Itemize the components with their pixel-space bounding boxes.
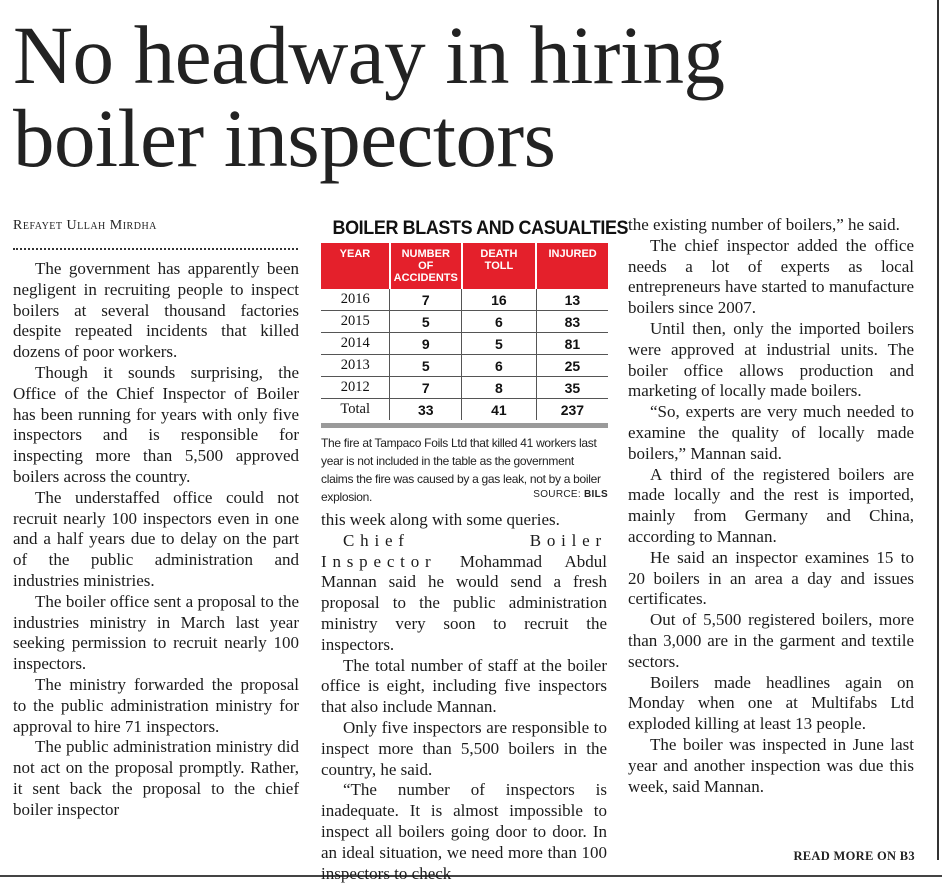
header-year: YEAR — [321, 243, 390, 289]
paragraph: Boilers made headlines again on Monday when one at Multifabs Ltd exploded killing at least 13 people. — [628, 672, 914, 734]
cell-death: 8 — [462, 377, 537, 399]
paragraph-lead: Chief Boiler Inspector — [321, 530, 607, 571]
stats-table-box — [321, 215, 629, 504]
cell-accidents: 9 — [390, 333, 462, 355]
table-row — [321, 311, 608, 333]
cell-death: 16 — [462, 289, 537, 311]
table-row — [321, 377, 608, 399]
paragraph: The public administration ministry did not act on the proposal promptly. Rather, it sent back the proposal to the chief boiler inspector — [13, 737, 299, 819]
cell-accidents: 5 — [390, 311, 462, 333]
source-label: SOURCE: — [533, 489, 581, 500]
paragraph: The chief inspector added the office needs a lot of experts as local entrepreneurs have started to manufacture boilers since 2007. — [628, 235, 914, 318]
paragraph: The total number of staff at the boiler office is eight, including five inspectors that also include Mannan. — [321, 655, 607, 717]
article-column-1 — [13, 259, 299, 821]
headline-line-2: boiler inspectors — [13, 92, 556, 184]
paragraph: The understaffed office could not recruit nearly 100 inspectors even in one and a half years due to delay on the part of the public administration and industries ministries. — [13, 487, 299, 590]
paragraph: the existing number of boilers,” he said. — [628, 215, 900, 234]
source-name: BILS — [584, 489, 608, 500]
table-title: BOILER BLASTS AND CASUALTIES — [332, 217, 629, 239]
cell-death: 6 — [462, 355, 537, 377]
paragraph-body: Mohammad Abdul Mannan said he would send a fresh proposal to the public administration ministry very soon to recruit the inspectors. — [321, 551, 608, 654]
header-injured: INJURED — [536, 243, 608, 289]
cell-year: 2012 — [321, 377, 390, 399]
headline — [13, 9, 928, 184]
cell-accidents: 7 — [390, 377, 462, 399]
byline-divider — [13, 248, 298, 250]
paragraph: Though it sounds surprising, the Office of the Chief Inspector of Boiler has been running for years with only five inspectors and is responsible for inspecting more than 5,500 approved boilers across the country. — [13, 362, 299, 486]
cell-year: 2015 — [321, 311, 390, 333]
paragraph: Out of 5,500 registered boilers, more than 3,000 are in the garment and textile sectors. — [628, 610, 914, 671]
paragraph: The ministry forwarded the proposal to the public administration ministry for approval to hire 71 inspectors. — [13, 674, 299, 736]
paragraph — [321, 531, 607, 656]
paragraph: Only five inspectors are responsible to inspect more than 5,500 boilers in the country, he said. — [321, 717, 607, 779]
boiler-stats-table — [321, 243, 608, 420]
paragraph: “So, experts are very much needed to examine the quality of locally made boilers,” Mannan said. — [628, 402, 914, 463]
paragraph: “The number of inspectors is inadequate. It is almost impossible to inspect all boilers going door to door. In an ideal situation, we need more than 100 inspectors to check — [321, 780, 607, 883]
paragraph: A third of the registered boilers are made locally and the rest is imported, mainly from Germany and China, according to Mannan. — [628, 464, 914, 546]
cell-accidents: 7 — [390, 289, 462, 311]
paragraph: He said an inspector examines 15 to 20 boilers in an area a day and issues certificates. — [628, 547, 914, 609]
table-row — [321, 355, 608, 377]
cell-injured: 35 — [536, 377, 608, 399]
table-header-row — [321, 243, 608, 289]
paragraph: The boiler office sent a proposal to the industries ministry in March last year seeking permission to recruit nearly 100 inspectors. — [13, 591, 299, 674]
paragraph: Until then, only the imported boilers were approved at industrial units. The boiler office allows production and marketing of locally made boilers. — [628, 318, 914, 401]
cell-injured: 81 — [536, 333, 608, 355]
cell-year: 2016 — [340, 291, 370, 307]
paragraph: this week along with some queries. — [321, 510, 560, 529]
cell-injured: 83 — [536, 311, 608, 333]
cell-injured: 25 — [536, 355, 608, 377]
cell-death: 6 — [462, 311, 537, 333]
cell-year: Total — [321, 399, 390, 421]
table-row — [321, 333, 608, 355]
cell-year: 2013 — [321, 355, 390, 377]
paragraph: The government has apparently been negligent in recruiting people to inspect boilers at several thousand factories despite repeated incidents that killed dozens of poor workers. — [13, 259, 299, 362]
table-total-row — [321, 399, 608, 421]
read-more-link[interactable]: READ MORE ON B3 — [793, 849, 915, 863]
table-caption: The fire at Tampaco Foils Ltd that killed 41 workers last year is not included in the table as the government claims the fire was caused by a gas leak, not by a boiler explosion. — [321, 436, 601, 504]
header-death-toll: DEATH TOLL — [462, 243, 537, 289]
cell-injured: 13 — [536, 289, 608, 311]
paragraph: The boiler was inspected in June last year and another inspection was due this week, said Mannan. — [628, 734, 914, 796]
cell-injured: 237 — [536, 399, 608, 421]
byline: Refayet Ullah Mirdha — [13, 218, 157, 233]
article-column-3 — [628, 215, 914, 797]
article-column-2 — [321, 510, 607, 884]
cell-year: 2014 — [321, 333, 390, 355]
cell-death: 5 — [462, 333, 537, 355]
table-bottom-bar — [321, 423, 608, 428]
cell-death: 41 — [462, 399, 537, 421]
page-edge-line — [937, 0, 939, 860]
table-row — [321, 289, 608, 311]
cell-accidents: 33 — [390, 399, 462, 421]
header-accidents: NUMBER OF ACCIDENTS — [390, 243, 462, 289]
cell-accidents: 5 — [390, 355, 462, 377]
headline-line-1: No headway in hiring — [13, 9, 725, 101]
